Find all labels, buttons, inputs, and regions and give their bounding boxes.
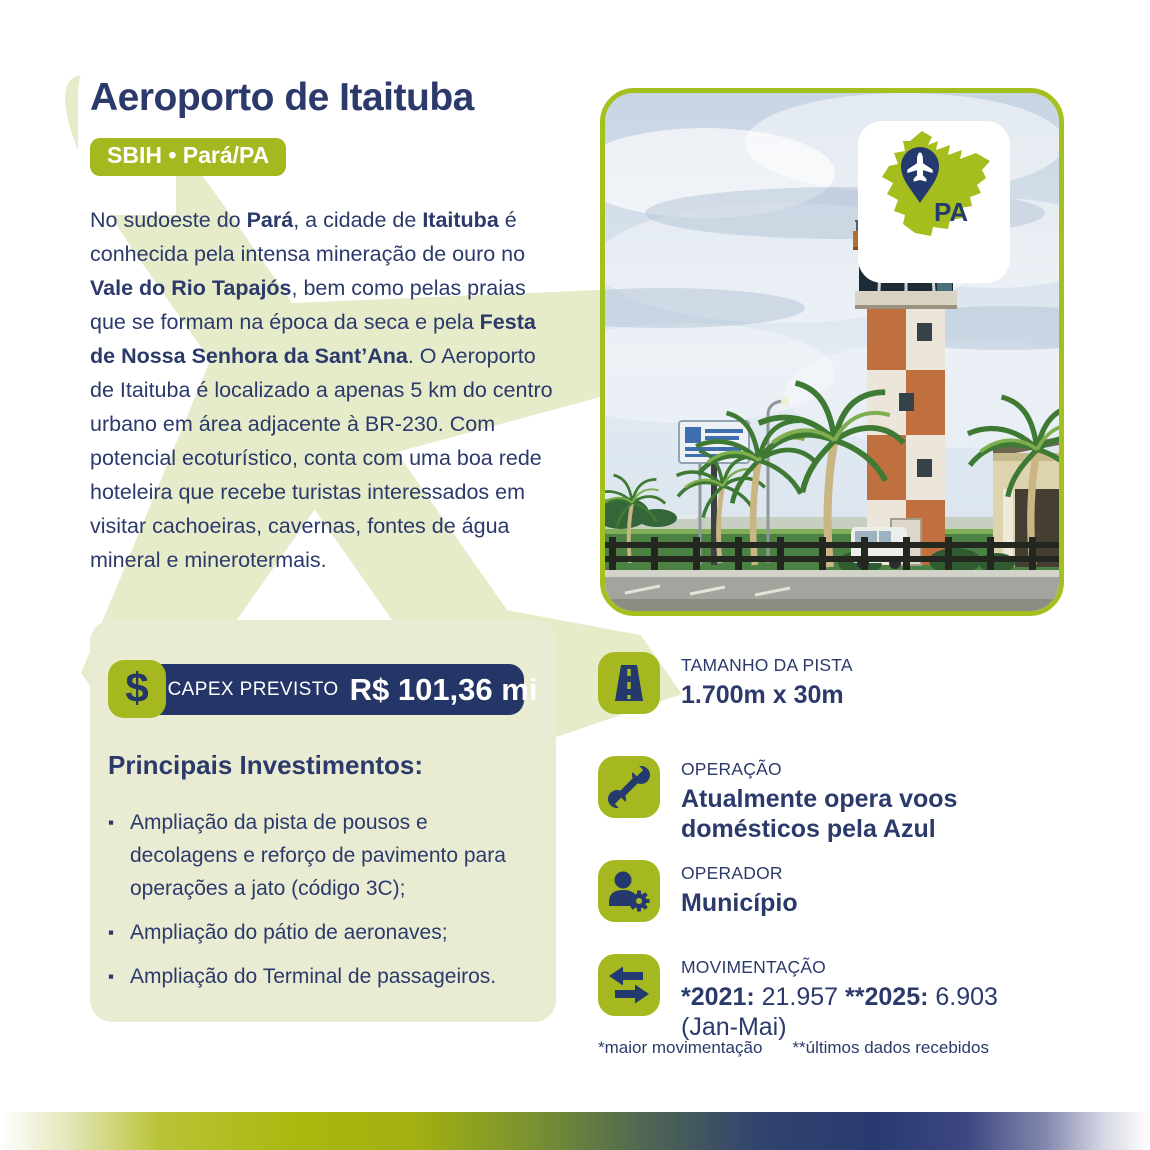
page-title: Aeroporto de Itaituba bbox=[90, 76, 474, 119]
stat-label: MOVIMENTAÇÃO bbox=[681, 957, 826, 977]
investments-heading: Principais Investimentos: bbox=[108, 750, 423, 780]
stat-operation bbox=[598, 756, 1061, 844]
investments-list bbox=[108, 806, 540, 1004]
stat-value: Atualmente opera voos domésticos pela Azul bbox=[681, 785, 958, 843]
stat-value: 1.700m x 30m bbox=[681, 681, 844, 709]
footnotes bbox=[598, 1038, 989, 1058]
investment-item: ▪ Ampliação do Terminal de passageiros. bbox=[108, 960, 540, 993]
stat-label: TAMANHO DA PISTA bbox=[681, 655, 853, 675]
wrench-icon bbox=[598, 756, 660, 818]
stat-label: OPERADOR bbox=[681, 863, 783, 883]
capex-chip bbox=[133, 664, 538, 715]
stat-operator bbox=[598, 860, 1061, 922]
stat-label: OPERAÇÃO bbox=[681, 759, 782, 779]
stat-runway-size bbox=[598, 652, 1061, 714]
capex-label: CAPEX PREVISTO bbox=[167, 678, 339, 700]
capex-value: R$ 101,36 mi bbox=[349, 671, 538, 707]
dollar-icon: $ bbox=[108, 660, 166, 718]
transfer-arrows-icon bbox=[598, 954, 660, 1016]
runway-icon bbox=[598, 652, 660, 714]
state-map-card bbox=[858, 121, 1010, 283]
footnote-first: *maior movimentação bbox=[598, 1038, 763, 1057]
airport-description: No sudoeste do Pará, a cidade de Itaituba é conhecida pela intensa mineração de ouro no Vale do Rio Tapajós, bem como pelas praias que se formam na época da seca e pela Festa de Nossa Senhora da Sant’Ana. O Aeroporto de Itaituba é localizado a apenas 5 km do centro urbano em área adjacente à BR-230. Com potencial ecoturístico, conta com uma boa rede hoteleira que recebe turistas interessados em visitar cachoeiras, cavernas, fontes de água mineral e minerotermais. bbox=[90, 208, 553, 572]
airport-code-badge: SBIH • Pará/PA bbox=[90, 138, 286, 176]
investment-item: ▪ Ampliação da pista de pousos e decolagens e reforço de pavimento para operações a jato (código 3C); bbox=[108, 806, 540, 905]
stat-movement bbox=[598, 954, 1061, 1042]
bottom-gradient-bar bbox=[0, 1112, 1150, 1150]
state-code-label: PA bbox=[934, 197, 969, 227]
stat-value: Município bbox=[681, 889, 798, 917]
investment-item: ▪ Ampliação do pátio de aeronaves; bbox=[108, 916, 540, 949]
user-gear-icon bbox=[598, 860, 660, 922]
stat-value: *2021: 21.957 **2025: 6.903 (Jan-Mai) bbox=[681, 983, 998, 1041]
footnote-second: **últimos dados recebidos bbox=[792, 1038, 989, 1057]
